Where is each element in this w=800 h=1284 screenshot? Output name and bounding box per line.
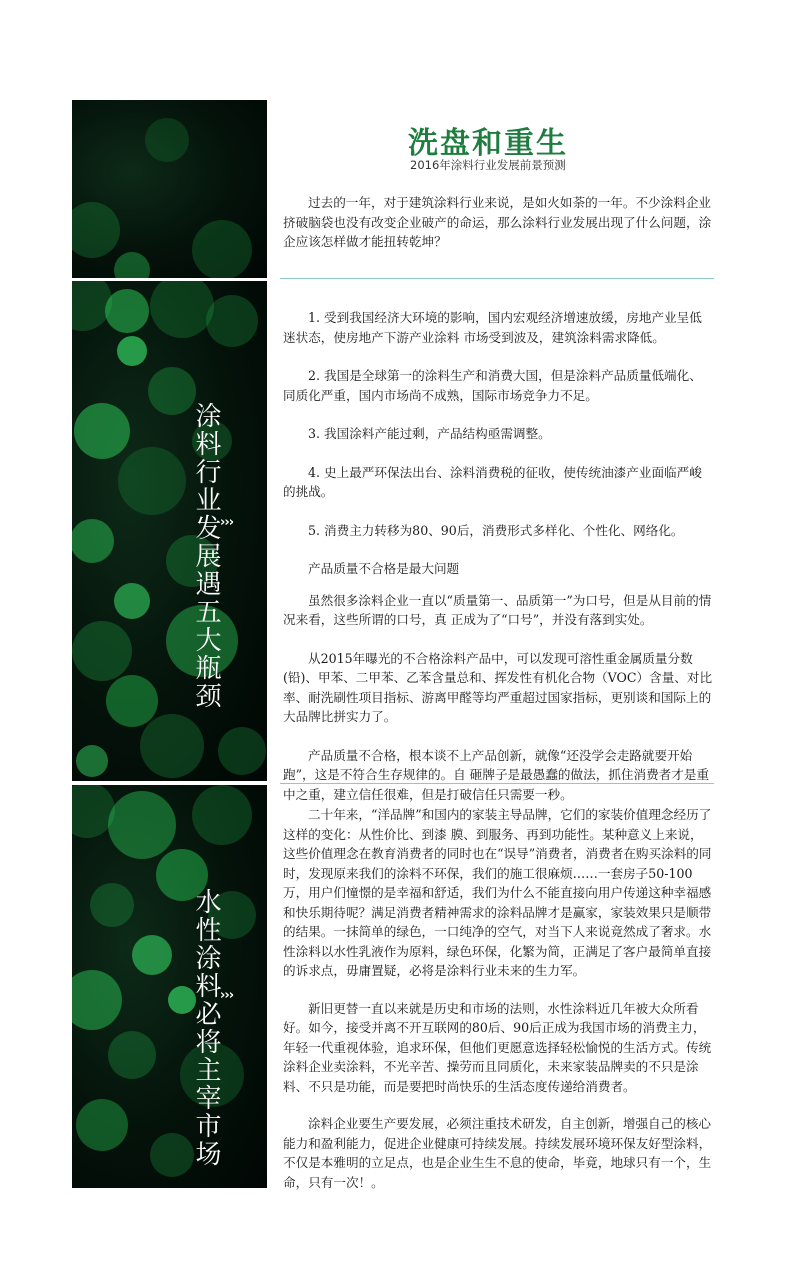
paragraph: 2. 我国是全球第一的涂料生产和消费大国，但是涂料产品质量低端化、同质化严重，国内市场尚不成熟，国际市场竞争力不足。 — [283, 368, 702, 403]
bokeh-graphic — [72, 100, 267, 278]
paragraph: 1. 受到我国经济大环境的影响，国内宏观经济增速放缓，房地产业呈低迷状态，使房地产下游产业涂料 市场受到波及，建筑涂料需求降低。 — [283, 310, 702, 345]
section-divider — [280, 783, 714, 784]
decorative-bokeh-panel-bottom — [72, 785, 267, 1188]
section-divider — [280, 278, 714, 279]
paragraph: 二十年来，“洋品牌”和国内的家装主导品牌，它们的家装价值理念经历了这样的变化：从性价比、到漆 膜、到服务、再到功能性。某种意义上来说，这些价值理念在教育消费者的同时也在“误导”消费者，消费者在购买涂料的同时，发现原来我们的涂料不环保，我们的施工很麻烦……一套房子50-100万，用户们憧憬的是幸福和舒适，我们为什么不能直接向用户传递这种幸福感和快乐期待呢？满足消费者精神需求的涂料品牌才是赢家，家装效果只是顺带的结果。一抹简单的绿色，一口纯净的空气，对当下人来说竟然成了奢求。水性涂料以水性乳液作为原料，绿色环保，化繁为简，正满足了客户最简单直接的诉求点，毋庸置疑，必将是涂料行业未来的生力军。 — [283, 807, 712, 978]
decorative-bokeh-panel-top — [72, 100, 267, 278]
paragraph: 新旧更替一直以来就是历史和市场的法则，水性涂料近几年被大众所看好。如今，接受并离不开互联网的80后、90后正成为我国市场的消费主力，年轻一代重视体验，追求环保，但他们更愿意选择轻松愉悦的生活方式。传统涂料企业卖涂料，不光辛苦、操劳而且同质化，未来家装品牌卖的不只是涂料、不只是功能，而是要把时尚快乐的生活态度传递给消费者。 — [283, 1000, 712, 1094]
section-side-title: 涂料行业发展遇五大瓶颈 — [191, 402, 221, 710]
paragraph: 产品质量不合格，根本谈不上产品创新，就像“还没学会走路就要开始跑”，这是不符合生存规律的。自 砸牌子是最愚蠢的做法，抓住消费者才是重中之重，建立信任很难，但是打破信任只需要一秒。 — [283, 747, 710, 802]
bokeh-graphic — [72, 785, 267, 1188]
paragraph: 虽然很多涂料企业一直以“质量第一、品质第一”为口号，但是从目前的情况来看，这些所谓的口号，真 正成为了“口号”，并没有落到实处。 — [283, 592, 712, 627]
intro-paragraph: 过去的一年，对于建筑涂料行业来说，是如火如荼的一年。不少涂料企业挤破脑袋也没有改变企业破产的命运，那么涂料行业发展出现了什么问题，涂企应该怎样做才能扭转乾坤？ — [283, 195, 712, 249]
page-subtitle: 2016年涂料行业发展前景预测 — [410, 158, 566, 172]
intro-block — [283, 193, 713, 263]
paragraph: 4. 史上最严环保法出台、涂料消费税的征收，使传统油漆产业面临严峻的挑战。 — [283, 464, 702, 499]
paragraph: 3. 我国涂料产能过剩，产品结构亟需调整。 — [308, 426, 551, 441]
triple-chevron-icon: ››› — [220, 515, 234, 530]
section-body — [283, 308, 713, 823]
bokeh-graphic — [72, 281, 267, 781]
paragraph: 涂料企业要生产要发展，必须注重技术研发，自主创新，增强自己的核心能力和盈利能力，促进企业健康可持续发展。持续发展环境环保友好型涂料，不仅是本雅明的立足点，也是企业生生不息的使命，毕竟，地球只有一个，生命，只有一次！。 — [283, 1116, 712, 1190]
section-side-title: 水性涂料必将主宰市场 — [191, 888, 221, 1168]
triple-chevron-icon: ››› — [220, 988, 234, 1003]
paragraph: 5. 消费主力转移为80、90后，消费形式多样化、个性化、网络化。 — [308, 522, 684, 538]
page-title: 洗盘和重生 — [408, 126, 568, 161]
section-body — [283, 805, 713, 1210]
subheading: 产品质量不合格是最大问题 — [308, 561, 460, 576]
decorative-bokeh-panel-middle — [72, 281, 267, 781]
paragraph: 从2015年曝光的不合格涂料产品中，可以发现可溶性重金属质量分数(铅)、甲苯、二甲苯、乙苯含量总和、挥发性有机化合物（VOC）含量、对比率、耐洗刷性项目指标、游离甲醛等均严重超过国家指标，更别谈和国际上的大品牌比拼实力了。 — [283, 650, 713, 724]
